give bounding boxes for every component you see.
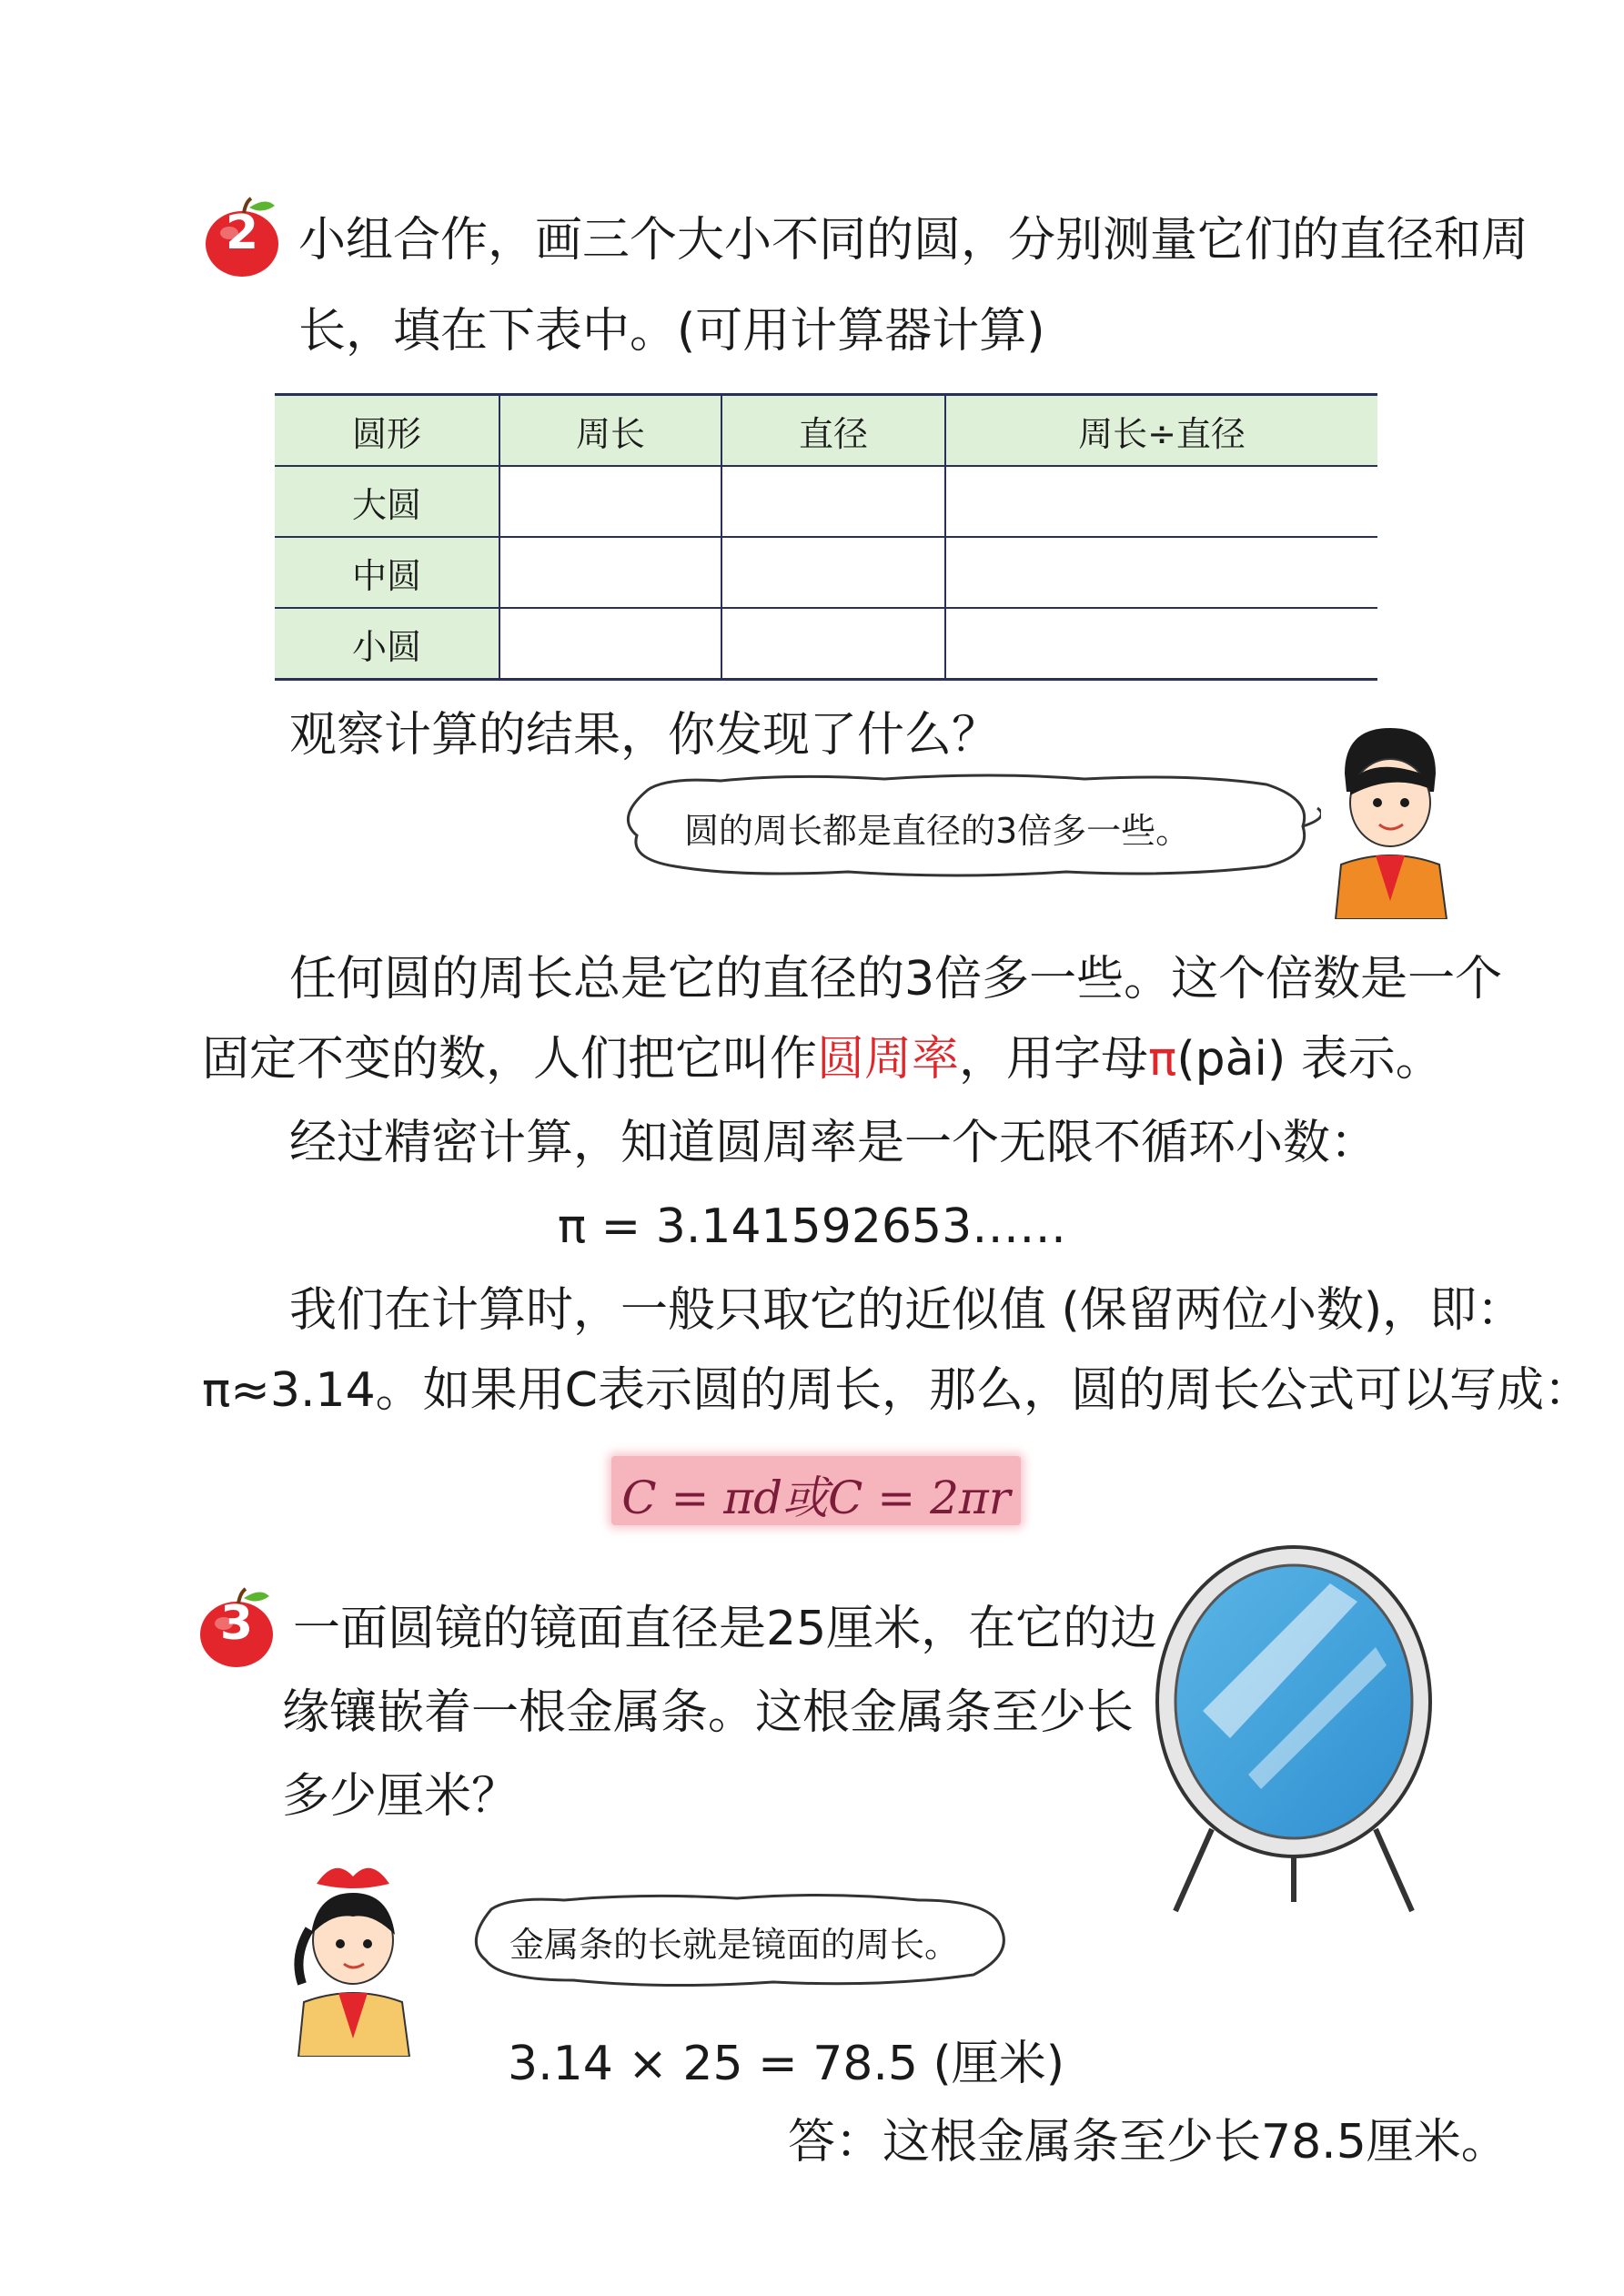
bubble-text: 圆的周长都是直径的3倍多一些。 (684, 811, 1191, 851)
apple-number-badge-3 (193, 1583, 280, 1671)
empty-cell (721, 537, 945, 608)
table-row (275, 466, 1377, 537)
table-header-row (275, 395, 1377, 467)
table-header-cell: 直径 (721, 395, 945, 467)
empty-cell (945, 608, 1377, 680)
table-row (275, 608, 1377, 680)
table-header-cell: 周长÷直径 (945, 395, 1377, 467)
para1-line1: 任何圆的周长总是它的直径的3倍多一些。这个倍数是一个 (289, 952, 1503, 1006)
apple-number-badge-2 (198, 193, 286, 280)
pi-symbol: π (1148, 1032, 1177, 1087)
para1-text-a: 固定不变的数，人们把它叫作 (202, 1032, 818, 1087)
formula-box (611, 1456, 1021, 1525)
question-number: 3 (219, 1596, 254, 1651)
empty-cell (721, 608, 945, 680)
empty-cell (721, 466, 945, 537)
para1-line2 (202, 1032, 1443, 1087)
pi-value: π = 3.141592653…… (557, 1199, 1067, 1254)
question-number: 2 (225, 206, 259, 260)
empty-cell (499, 608, 721, 680)
q3-text-line1: 一面圆镜的镜面直径是25厘米，在它的边 (293, 1602, 1158, 1656)
empty-cell (945, 466, 1377, 537)
para1-text-b: ，用字母 (959, 1032, 1149, 1087)
calculation: 3.14 × 25 = 78.5 (厘米) (508, 2037, 1065, 2091)
para3-line2: π≈3.14。如果用C表示圆的周长，那么，圆的周长公式可以写成： (202, 1363, 1591, 1418)
para2: 经过精密计算，知道圆周率是一个无限不循环小数： (289, 1116, 1378, 1170)
bubble-text: 金属条的长就是镜面的周长。 (509, 1925, 960, 1965)
answer: 答：这根金属条至少长78.5厘米。 (788, 2115, 1508, 2170)
para1-text-c: (pài) 表示。 (1176, 1032, 1443, 1087)
q2-text-line1: 小组合作，画三个大小不同的圆，分别测量它们的直径和周 (298, 213, 1529, 268)
table-header-cell: 周长 (499, 395, 721, 467)
empty-cell (499, 537, 721, 608)
para3-line1: 我们在计算时，一般只取它的近似值 (保留两位小数)，即： (289, 1283, 1525, 1338)
row-label: 大圆 (275, 466, 499, 537)
row-label: 中圆 (275, 537, 499, 608)
empty-cell (945, 537, 1377, 608)
observe-question: 观察计算的结果，你发现了什么？ (289, 708, 1000, 763)
boy-illustration-icon (1326, 719, 1454, 919)
pi-term: 圆周率 (817, 1032, 960, 1087)
empty-cell (499, 466, 721, 537)
table-row (275, 537, 1377, 608)
circumference-formula: C = πd或C = 2πr (621, 1472, 1011, 1524)
q3-text-line2: 缘镶嵌着一根金属条。这根金属条至少长 (282, 1685, 1135, 1740)
measurement-table (275, 393, 1377, 681)
round-mirror-icon (1148, 1529, 1439, 1929)
speech-bubble-boy (611, 772, 1321, 881)
q3-text-line3: 多少厘米？ (282, 1769, 519, 1824)
table-header-cell: 圆形 (275, 395, 499, 467)
row-label: 小圆 (275, 608, 499, 680)
girl-illustration-icon (289, 1856, 417, 2057)
q2-text-line2: 长，填在下表中。(可用计算器计算) (298, 304, 1045, 359)
